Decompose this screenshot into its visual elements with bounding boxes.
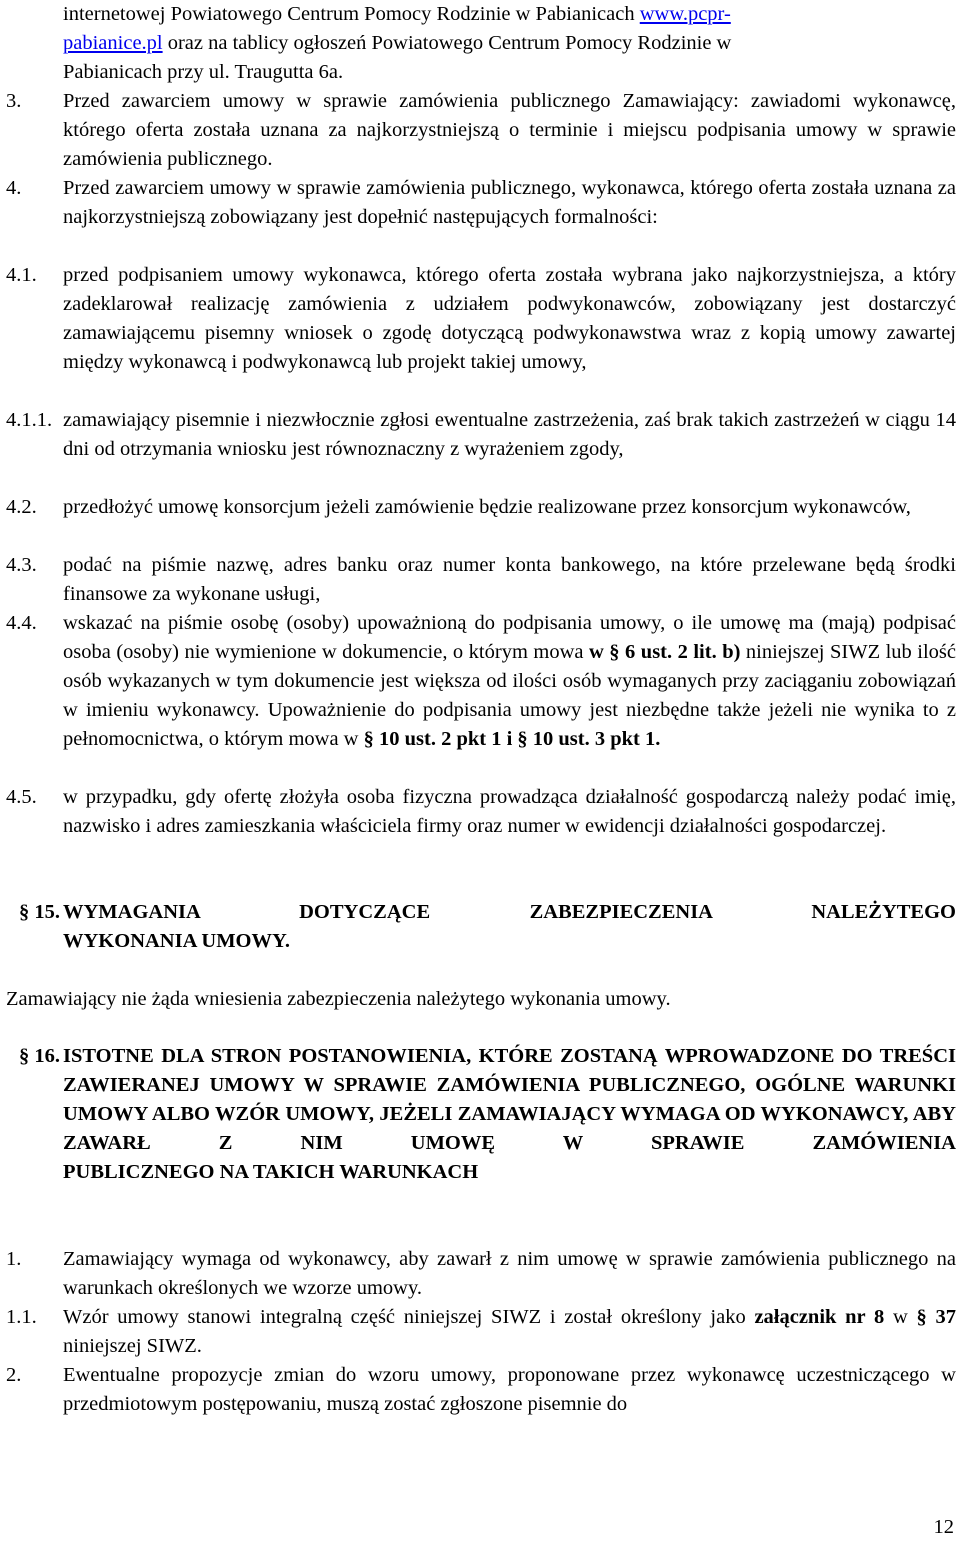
item-number: 4.5.	[6, 786, 37, 808]
list-item-2	[6, 1361, 956, 1419]
item-text: w przypadku, gdy ofertę złożyła osoba fizyczna prowadząca działalność gospodarczą należy podać imię, nazwisko i adres zamieszkania właściciela firmy oraz numer w ewidencji działalności gospodarczej.	[63, 786, 956, 837]
section-15-text: Zamawiający nie żąda wniesienia zabezpieczenia należytego wykonania umowy.	[6, 988, 671, 1010]
website-link-continuation[interactable]: pabianice.pl	[63, 32, 163, 54]
item-number: 4.2.	[6, 496, 37, 518]
paragraph-continuation	[6, 0, 956, 87]
item-text: Ewentualne propozycje zmian do wzoru umowy, proponowane przez wykonawcę uczestniczącego w przedmiotowym postępowaniu, muszą zostać zgłoszone pisemnie do	[63, 1364, 956, 1415]
item-number: 4.1.1.	[6, 409, 53, 431]
list-item-4-5	[6, 783, 956, 841]
list-item-4-1-1	[6, 406, 956, 464]
item-number: 4.1.	[6, 264, 37, 286]
section-15-heading	[6, 898, 956, 956]
section-title-continuation: PUBLICZNEGO NA TAKICH WARUNKACH	[63, 1161, 479, 1183]
item-number: 4.4.	[6, 612, 37, 634]
section-reference: § 10 ust. 2 pkt 1 i § 10 ust. 3 pkt 1.	[363, 728, 661, 750]
item-text: wskazać na piśmie osobę (osoby) upoważnioną do podpisania umowy, o ile umowę ma (mają) podpisać osoba (osoby) nie wymienione w dokumencie, o którym mowa w § 6 ust. 2 lit. b) niniejszej SIWZ lub ilość osób wykazanych w tym dokumencie jest większa od ilości osób wymaganych przy zaciąganiu zobowiązań w imieniu wykonawcy. Upoważnienie do podpisania umowy jest niezbędne także jeżeli nie wynika to z pełnomocnictwa, o którym mowa w § 10 ust. 2 pkt 1 i § 10 ust. 3 pkt 1.	[63, 612, 956, 750]
item-number: 4.3.	[6, 554, 37, 576]
item-text: przed podpisaniem umowy wykonawca, którego oferta została wybrana jako najkorzystniejsza, a który zadeklarował realizację zamówienia z udziałem podwykonawców, zobowiązany jest dostarczyć zamawiającemu pisemny wniosek o zgodę dotyczącą podwykonawstwa wraz z kopią umowy zawartej między wykonawcą i podwykonawcą lub projekt takiej umowy,	[63, 264, 956, 373]
list-item-1-1	[6, 1303, 956, 1361]
item-text: Wzór umowy stanowi integralną część niniejszej SIWZ i został określony jako załącznik nr 8 w § 37 niniejszej SIWZ.	[63, 1306, 957, 1357]
list-item-4-3	[6, 551, 956, 609]
paragraph-text: Pabianicach przy ul. Traugutta 6a.	[63, 61, 344, 83]
website-link[interactable]: www.pcpr-	[639, 3, 731, 25]
section-title: ISTOTNE DLA STRON POSTANOWIENIA, KTÓRE ZOSTANĄ WPROWADZONE DO TREŚCI ZAWIERANEJ UMOWY W SPRAWIE ZAMÓWIENIA PUBLICZNEGO, OGÓLNE WARUNKI UMOWY ALBO WZÓR UMOWY, JEŻELI ZAMAWIAJĄCY WYMAGA OD WYKONAWCY, ABY ZAWARŁ Z NIM UMOWĘ W SPRAWIE ZAMÓWIENIA	[63, 1045, 956, 1154]
item-number: 2.	[6, 1364, 22, 1386]
section-title-continuation: WYKONANIA UMOWY.	[63, 930, 291, 952]
list-item-4-1	[6, 261, 956, 377]
attachment-reference: załącznik nr 8	[754, 1306, 885, 1328]
item-text: Zamawiający wymaga od wykonawcy, aby zawarł z nim umowę w sprawie zamówienia publicznego na warunkach określonych we wzorze umowy.	[63, 1248, 956, 1299]
item-text: zamawiający pisemnie i niezwłocznie zgłosi ewentualne zastrzeżenia, zaś brak takich zastrzeżeń w ciągu 14 dni od otrzymania wniosku jest równoznaczny z wyrażeniem zgody,	[63, 409, 956, 460]
list-item-4-4	[6, 609, 956, 754]
section-reference: w § 6 ust. 2 lit. b)	[589, 641, 741, 663]
list-item-3	[6, 87, 956, 174]
paragraph-text: oraz na tablicy ogłoszeń Powiatowego Centrum Pomocy Rodzinie w	[162, 32, 732, 54]
list-item-4	[6, 174, 956, 232]
section-number: § 15.	[19, 901, 60, 923]
section-16-heading	[6, 1042, 956, 1187]
section-number: § 16.	[19, 1045, 60, 1067]
item-text: Przed zawarciem umowy w sprawie zamówienia publicznego Zamawiający: zawiadomi wykonawcę, którego oferta została uznana za najkorzystniejszą o terminie i miejscu podpisania umowy w sprawie zamówienia publicznego.	[63, 90, 956, 170]
list-item-1	[6, 1245, 956, 1303]
section-title: WYMAGANIA DOTYCZĄCE ZABEZPIECZENIA NALEŻYTEGO	[63, 901, 956, 923]
section-reference: § 37	[916, 1306, 957, 1328]
item-number: 1.	[6, 1248, 22, 1270]
item-text: podać na piśmie nazwę, adres banku oraz numer konta bankowego, na które przelewane będą środki finansowe za wykonane usługi,	[63, 554, 956, 605]
list-item-4-2	[6, 493, 956, 522]
item-number: 3.	[6, 90, 22, 112]
item-text: Przed zawarciem umowy w sprawie zamówienia publicznego, wykonawca, którego oferta została uznana za najkorzystniejszą zobowiązany jest dopełnić następujących formalności:	[63, 177, 956, 228]
item-text: przedłożyć umowę konsorcjum jeżeli zamówienie będzie realizowane przez konsorcjum wykonawców,	[63, 496, 911, 518]
item-number: 4.	[6, 177, 22, 199]
paragraph-text: internetowej Powiatowego Centrum Pomocy Rodzinie w Pabianicach	[63, 3, 640, 25]
page-number: 12	[933, 1516, 954, 1538]
item-number: 1.1.	[6, 1306, 37, 1328]
